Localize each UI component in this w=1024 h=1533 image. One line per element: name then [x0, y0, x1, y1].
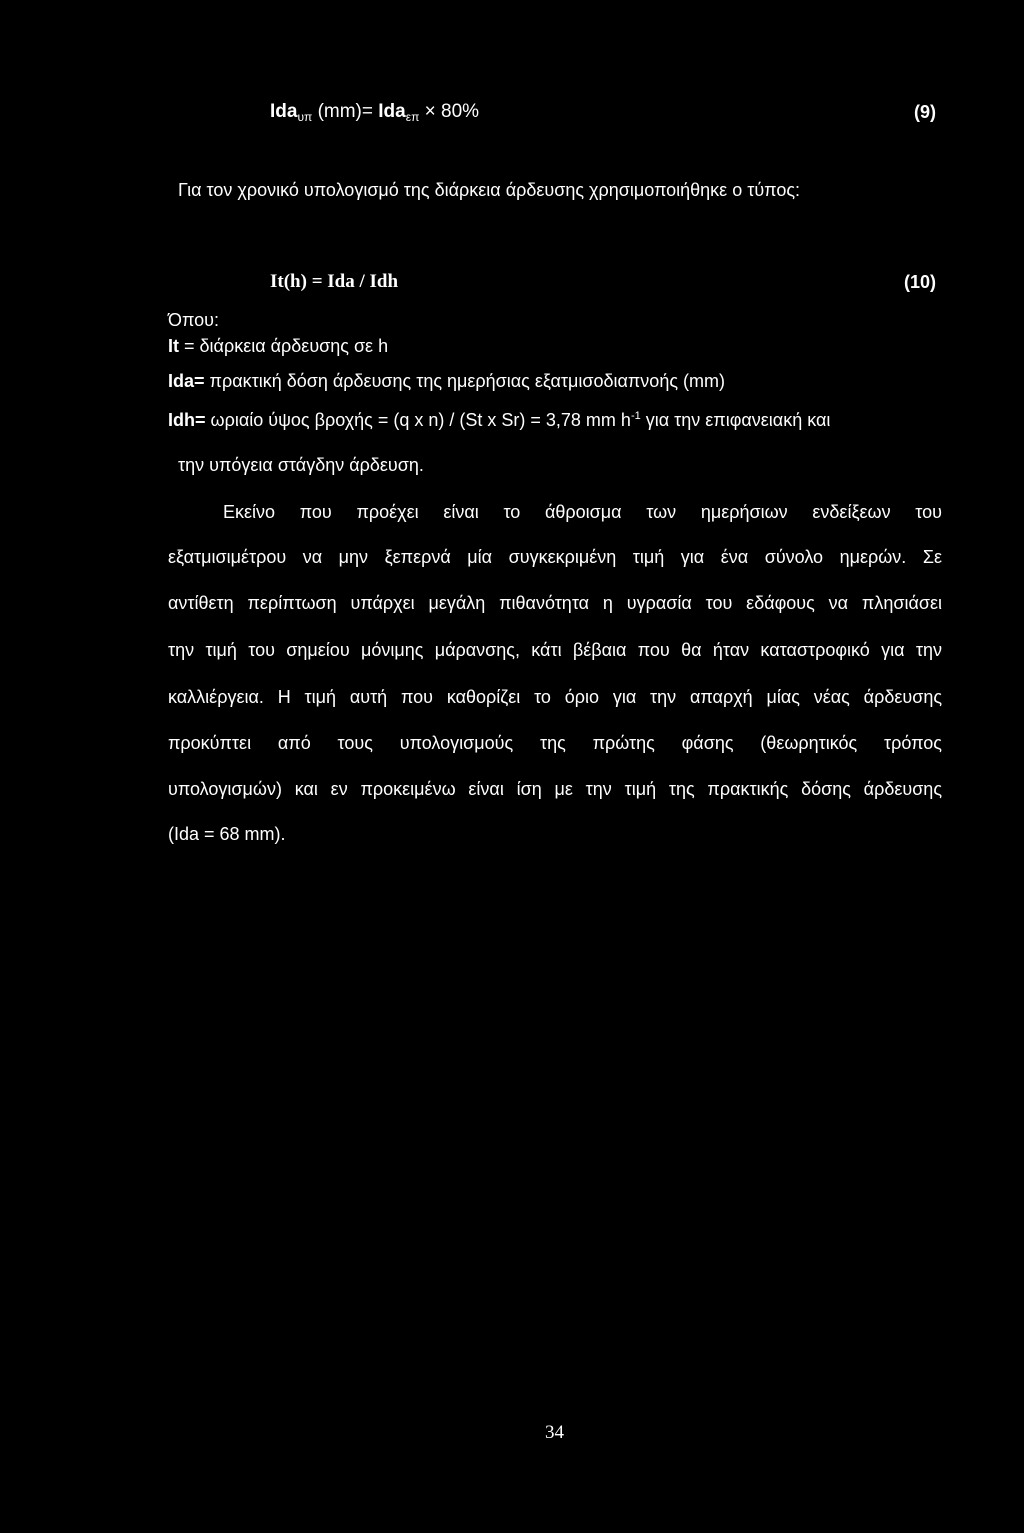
- equation-9-lhs-subscript: υπ: [297, 110, 313, 124]
- equation-10-number: (10): [903, 272, 936, 292]
- definition-ida: [168, 369, 725, 393]
- paragraph-line: την τιμή του σημείου μόνιμης μάρανσης, κάτι βέβαια που θα ήταν καταστροφικό για την: [168, 640, 942, 660]
- page-number: 34: [545, 1422, 564, 1443]
- equation-9: [270, 100, 479, 124]
- definition-idh-text-after: για την επιφανειακή και: [645, 410, 831, 430]
- definition-it-text: = διάρκεια άρδευσης σε h: [184, 336, 389, 356]
- paragraph-line: υπολογισμών) και εν προκειμένω είναι ίση με την τιμή της πρακτικής δόσης άρδευσης: [168, 779, 942, 799]
- definition-idh: [168, 404, 830, 428]
- definition-ida-text: πρακτική δόση άρδευσης της ημερήσιας εξατμισοδιαπνοής (mm): [209, 371, 725, 391]
- equation-9-factor: × 80%: [424, 101, 480, 122]
- paragraph-last-line: (Ida = 68 mm).: [168, 824, 286, 844]
- equation-9-lhs-symbol: Ida: [270, 101, 298, 122]
- definition-idh-term: Idh=: [168, 410, 206, 430]
- definition-it: [168, 334, 388, 358]
- paragraph-line: Εκείνο που προέχει είναι το άθροισμα των ημερήσιων ενδείξεων του: [223, 502, 942, 522]
- definition-idh-superscript: -1: [630, 410, 641, 422]
- definition-ida-term: Ida=: [168, 371, 205, 391]
- definitions-heading: Όπου:: [168, 310, 219, 330]
- definition-it-term: It: [168, 336, 179, 356]
- paragraph-line: αντίθετη περίπτωση υπάρχει μεγάλη πιθανότητα η υγρασία του εδάφους να πλησιάσει: [168, 593, 942, 613]
- equation-9-rhs-subscript: επ: [405, 110, 420, 124]
- definition-idh-continuation: την υπόγεια στάγδην άρδευση.: [178, 455, 424, 475]
- definition-idh-text: ωριαίο ύψος βροχής = (q x n) / (St x Sr) = 3,78 mm h: [210, 410, 631, 430]
- equation-9-unit: (mm)=: [317, 101, 373, 122]
- paragraph-line: καλλιέργεια. Η τιμή αυτή που καθορίζει το όριο για την απαρχή μίας νέας άρδευσης: [168, 687, 942, 707]
- paragraph-line: προκύπτει από τους υπολογισμούς της πρώτης φάσης (θεωρητικός τρόπος: [168, 733, 942, 753]
- equation-10-formula: It(h) = Ida / Idh: [270, 271, 399, 292]
- paragraph-line: εξατμισιμέτρου να μην ξεπερνά μία συγκεκριμένη τιμή για ένα σύνολο ημερών. Σε: [168, 547, 942, 567]
- equation-9-number: (9): [914, 102, 936, 122]
- intro-sentence: Για τον χρονικό υπολογισμό της διάρκεια άρδευσης χρησιμοποιήθηκε ο τύπος:: [178, 180, 801, 200]
- equation-9-rhs-symbol: Ida: [378, 101, 406, 122]
